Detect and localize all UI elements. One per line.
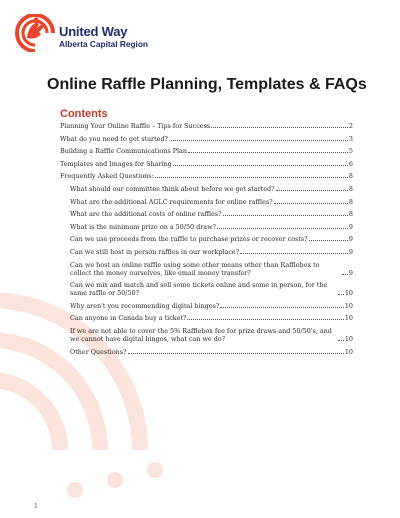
toc-dot-leader [187,319,343,320]
toc-entry[interactable] [70,348,353,356]
toc-entry[interactable] [60,172,353,180]
toc-entry-title: What are the additional costs of online raffles? [70,210,222,219]
toc-entry-title: Planning Your Online Raffle – Tips for Success [60,122,211,130]
toc-entry-title: What are the additional AGLC requirements for online raffles? [70,197,273,206]
toc-entry[interactable] [70,185,353,193]
toc-entry-page: 10 [344,314,353,323]
toc-entry-page: 5 [348,147,353,156]
toc-dot-leader [342,274,348,275]
toc-entry-title: Can anyone in Canada buy a ticket? [70,314,187,323]
toc-entry-page: 10 [344,289,353,298]
brand-name: United Way [59,24,128,39]
toc-entry[interactable] [70,223,353,231]
toc-entry-title: Why aren't you recommending digital bingos? [70,301,220,310]
toc-entry-page: 10 [344,347,353,356]
toc-entry-page: 6 [348,159,353,168]
toc-entry[interactable] [60,135,353,143]
toc-entry-page: 8 [348,184,353,193]
toc-entry-title: Other Questions? [70,347,127,356]
toc-entry-page: 8 [348,210,353,219]
toc-entry-title: Can we mix and match and sell some tickets online and some in person, for the same raffle or 50/50? [70,281,328,298]
toc-entry-page: 8 [348,172,353,181]
toc-entry-page: 9 [348,222,353,231]
toc-dot-leader [309,240,348,241]
toc-entry-page: 10 [344,301,353,310]
page-number: 1 [34,503,38,510]
toc-entry[interactable] [70,314,353,322]
toc-entry-title: Frequently Asked Questions: [60,172,154,181]
toc-entry[interactable] [60,122,353,130]
brand-region: Alberta Capital Region [59,39,148,49]
toc-dot-leader [276,190,348,191]
toc-entry-page: 9 [348,235,353,244]
toc-entry-title: Can we host an online raffle using some other means other than Rafflebox to collect the money ourselves, like email money transfer? [70,260,320,277]
toc-entry[interactable] [70,235,353,243]
toc-dot-leader [128,353,344,354]
toc-entry-page: 9 [348,247,353,256]
toc-entry-page: 2 [348,122,353,130]
toc-dot-leader [338,340,344,341]
toc-entry[interactable] [70,198,353,206]
toc-entry[interactable] [70,302,353,310]
document-title: Online Raffle Planning, Templates & FAQs [47,76,367,93]
toc-entry-page: 3 [348,134,353,143]
united-way-hand-icon [15,14,55,52]
toc-entry-title: Building a Raffle Communications Plan [60,147,187,156]
toc-entry[interactable] [60,160,353,168]
toc-entry-page: 9 [348,268,353,277]
toc-dot-leader [173,165,348,166]
toc-dot-leader [338,294,344,295]
toc-dot-leader [155,177,348,178]
toc-entry-page: 10 [344,334,353,343]
toc-entry-page: 8 [348,197,353,206]
toc-entry[interactable] [70,327,353,343]
toc-dot-leader [211,127,348,128]
toc-entry[interactable] [70,281,353,297]
toc-dot-leader [217,228,348,229]
toc-entry-title: Can we still host in person raffles in our workplace? [70,247,240,256]
toc-dot-leader [188,152,348,153]
table-of-contents [60,122,353,360]
toc-entry-title: What should our committee think about before we get started? [70,184,275,193]
toc-dot-leader [274,203,348,204]
toc-entry[interactable] [70,248,353,256]
toc-dot-leader [240,253,348,254]
toc-entry[interactable] [70,210,353,218]
toc-entry-title: Templates and Images for Sharing [60,159,172,168]
toc-entry-title: If we are not able to cover the 5% Rafflebox fee for prize draws and 50/50's, and we cannot have digital bingos, what can we do? [70,326,332,343]
contents-heading: Contents [60,108,108,120]
toc-entry-title: What do you need to get started? [60,134,171,143]
toc-entry-title: What is the minimum prize on a 50/50 draw? [70,222,216,231]
toc-dot-leader [171,140,348,141]
toc-entry[interactable] [60,147,353,155]
toc-entry-title: Can we use proceeds from the raffle to purchase prizes or recover costs? [70,235,308,244]
toc-dot-leader [220,307,344,308]
toc-dot-leader [223,215,348,216]
united-way-logo [15,14,185,54]
toc-entry[interactable] [70,261,353,277]
